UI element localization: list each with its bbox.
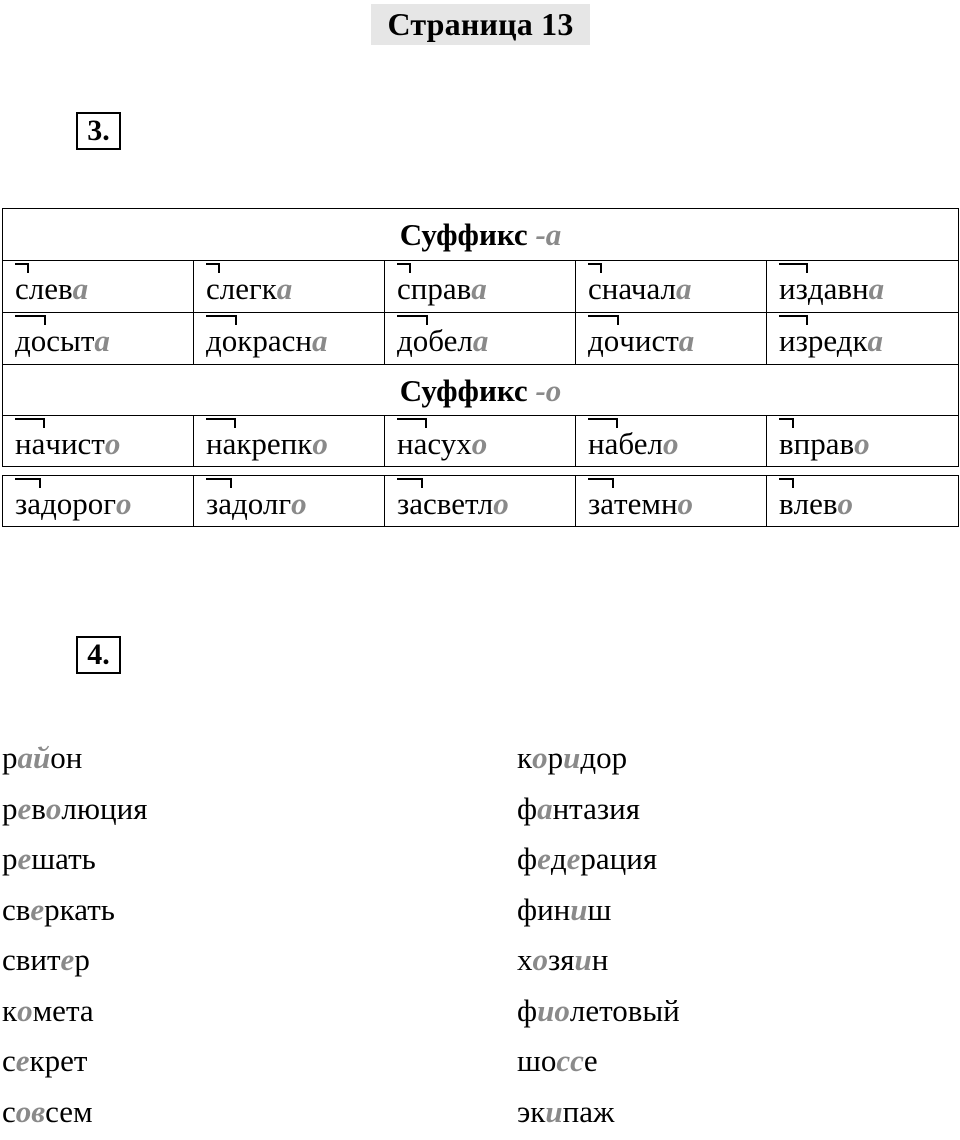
prefix-mark [206,418,236,428]
word-part: н [592,942,609,977]
table-cell [193,416,384,467]
word-part: в [31,791,46,826]
word-part: шать [31,841,96,876]
word-part: к [2,993,17,1028]
word-stem: бел [428,323,473,358]
checked-letters: о [532,740,548,775]
word-prefix: до [397,323,428,358]
adverb-word [397,326,488,356]
word-prefix: на [206,426,236,461]
prefix-mark [15,263,29,273]
adverb-word [397,429,487,459]
word-item [2,736,147,787]
word-part: ф [517,993,537,1028]
word-item [2,938,147,989]
task-3-number: 3. [76,112,121,150]
adverb-word [779,326,883,356]
word-item [2,1039,147,1090]
word-stem: красн [237,323,312,358]
word-part: ш [588,892,612,927]
adverb-word [15,274,88,304]
word-suffix: а [73,271,89,306]
suffix-header [2,209,959,260]
word-part: р [2,740,18,775]
prefix-mark [206,263,220,273]
adverb-word [206,429,328,459]
word-list-right [517,736,680,1140]
word-stem: легк [220,271,277,306]
word-stem: чист [45,426,105,461]
table-row [2,313,959,364]
table-cell [575,261,766,312]
word-item [517,736,680,787]
prefix-mark [588,263,602,273]
word-part: р [2,791,18,826]
word-suffix: а [869,271,885,306]
word-suffix: о [854,426,870,461]
page-title: Страница 13 [371,4,590,45]
word-prefix: в [779,426,794,461]
word-item [517,888,680,939]
checked-letters: о [17,993,33,1028]
prefix-mark [206,315,237,325]
checked-letters: е [18,791,32,826]
table-row [2,476,959,527]
table-cell [766,261,959,312]
word-part: он [50,740,82,775]
checked-letters: е [537,841,551,876]
table-cell [2,261,193,312]
suffix-header-word: Суффикс [400,217,536,252]
word-part: летовый [570,993,680,1028]
prefix-mark [397,263,411,273]
word-item [517,938,680,989]
word-part: с [2,1094,16,1129]
adverb-word [588,274,691,304]
word-item [517,1039,680,1090]
word-part: р [74,942,90,977]
word-part: рация [580,841,657,876]
word-item [2,1090,147,1140]
word-part: дор [580,740,627,775]
word-part: ф [517,841,537,876]
table-cell [384,476,575,527]
word-part: фин [517,892,570,927]
word-item [2,837,147,888]
table-cell [193,313,384,364]
table-row [2,261,959,312]
word-prefix: в [779,486,794,521]
adverb-word [588,429,678,459]
word-stem: прав [794,426,855,461]
table-cell [384,416,575,467]
word-list-left [2,736,147,1140]
word-part: эк [517,1094,545,1129]
word-part: р [548,740,564,775]
prefix-mark [397,478,423,488]
prefix-mark [397,315,428,325]
adverb-word [779,274,884,304]
word-suffix: а [679,323,695,358]
word-prefix: из [779,271,808,306]
word-suffix: о [678,486,694,521]
word-stem: начал [602,271,676,306]
adverb-word [206,326,327,356]
word-stem: дорог [41,486,116,521]
word-prefix: с [588,271,602,306]
word-suffix: о [116,486,132,521]
word-item [517,989,680,1040]
word-prefix: на [15,426,45,461]
suffix-header [2,365,959,416]
word-stem: темн [614,486,678,521]
prefix-mark [779,418,794,428]
table-cell [575,416,766,467]
word-suffix: о [105,426,121,461]
word-suffix: о [838,486,854,521]
word-prefix: с [397,271,411,306]
checked-letters: и [545,1094,562,1129]
word-suffix: а [473,323,489,358]
word-prefix: до [206,323,237,358]
adverb-word [588,326,694,356]
checked-letters: а [537,791,553,826]
word-part: к [517,740,532,775]
word-prefix: до [15,323,46,358]
word-item [2,787,147,838]
adverb-word [779,489,853,519]
checked-letters: ио [537,993,570,1028]
adverb-word [15,326,110,356]
word-stem: светл [423,486,493,521]
table-cell [384,261,575,312]
table-cell [575,476,766,527]
prefix-mark [779,478,794,488]
word-part: крет [30,1043,88,1078]
table-cell [766,313,959,364]
word-part: люция [61,791,147,826]
prefix-mark [15,315,46,325]
table-cell [2,476,193,527]
word-suffix: о [291,486,307,521]
word-part: д [551,841,567,876]
suffix-header-suffix: -а [535,217,561,252]
word-prefix: на [397,426,427,461]
checked-letters: е [16,1043,30,1078]
word-part: ркать [44,892,115,927]
word-stem: бел [618,426,663,461]
word-stem: сыт [46,323,94,358]
adverb-word [206,274,292,304]
word-stem: редк [808,323,868,358]
word-suffix: о [493,486,509,521]
word-item [517,1090,680,1140]
suffix-header-row [2,365,959,416]
checked-letters: и [575,942,592,977]
table-cell [575,313,766,364]
prefix-mark [588,478,614,488]
word-stem: прав [411,271,472,306]
prefix-mark [397,418,427,428]
prefix-mark [588,315,619,325]
word-part: св [2,892,30,927]
word-prefix: за [15,486,41,521]
suffix-header-word: Суффикс [400,373,536,408]
word-part: сем [45,1094,93,1129]
prefix-mark [779,315,808,325]
adverb-word [15,429,120,459]
word-suffix: о [312,426,328,461]
table-cell [384,313,575,364]
word-stem: крепк [236,426,312,461]
word-part: х [517,942,533,977]
table-row [2,416,959,467]
checked-letters: е [567,841,581,876]
word-prefix: до [588,323,619,358]
checked-letters: о [533,942,549,977]
word-part: зя [548,942,575,977]
word-stem: давн [808,271,869,306]
word-prefix: с [15,271,29,306]
word-part: е [584,1043,598,1078]
word-part: нтазия [553,791,640,826]
word-suffix: а [471,271,487,306]
word-part: р [2,841,18,876]
word-suffix: а [277,271,293,306]
word-suffix: а [94,323,110,358]
word-prefix: из [779,323,808,358]
word-item [517,837,680,888]
word-suffix: а [312,323,328,358]
checked-letters: и [563,740,580,775]
word-part: шо [517,1043,556,1078]
adverb-word [779,429,870,459]
word-prefix: за [206,486,232,521]
word-prefix: с [206,271,220,306]
checked-letters: ай [18,740,51,775]
word-suffix: а [676,271,692,306]
word-part: свит [2,942,61,977]
word-item [2,989,147,1040]
table-cell [766,416,959,467]
suffix-header-suffix: -о [535,373,561,408]
table-cell [193,476,384,527]
checked-letters: е [61,942,75,977]
checked-letters: е [30,892,44,927]
word-stem: сух [427,426,471,461]
word-item [2,888,147,939]
word-stem: чист [619,323,679,358]
prefix-mark [588,418,618,428]
adverb-word [588,489,693,519]
checked-letters: сс [556,1043,584,1078]
prefix-mark [779,263,808,273]
word-suffix: о [472,426,488,461]
checked-letters: о [46,791,62,826]
prefix-mark [15,418,45,428]
word-part: мета [33,993,94,1028]
word-suffix: а [868,323,884,358]
task-4-number: 4. [76,636,121,674]
table-cell [2,416,193,467]
word-part: ф [517,791,537,826]
prefix-mark [206,478,232,488]
table-cell [193,261,384,312]
table-cell [766,476,959,527]
checked-letters: и [570,892,587,927]
checked-letters: ов [16,1094,45,1129]
prefix-mark [15,478,41,488]
word-stem: долг [232,486,291,521]
suffix-header-row [2,209,959,260]
adverb-word [397,489,509,519]
adverb-word [15,489,132,519]
table-cell [2,313,193,364]
word-part: паж [563,1094,615,1129]
word-suffix: о [663,426,679,461]
word-part: с [2,1043,16,1078]
adverb-word [397,274,487,304]
adverb-word [206,489,307,519]
word-stem: лев [29,271,73,306]
word-stem: лев [794,486,838,521]
word-prefix: на [588,426,618,461]
word-item [517,787,680,838]
word-prefix: за [588,486,614,521]
word-prefix: за [397,486,423,521]
checked-letters: е [18,841,32,876]
